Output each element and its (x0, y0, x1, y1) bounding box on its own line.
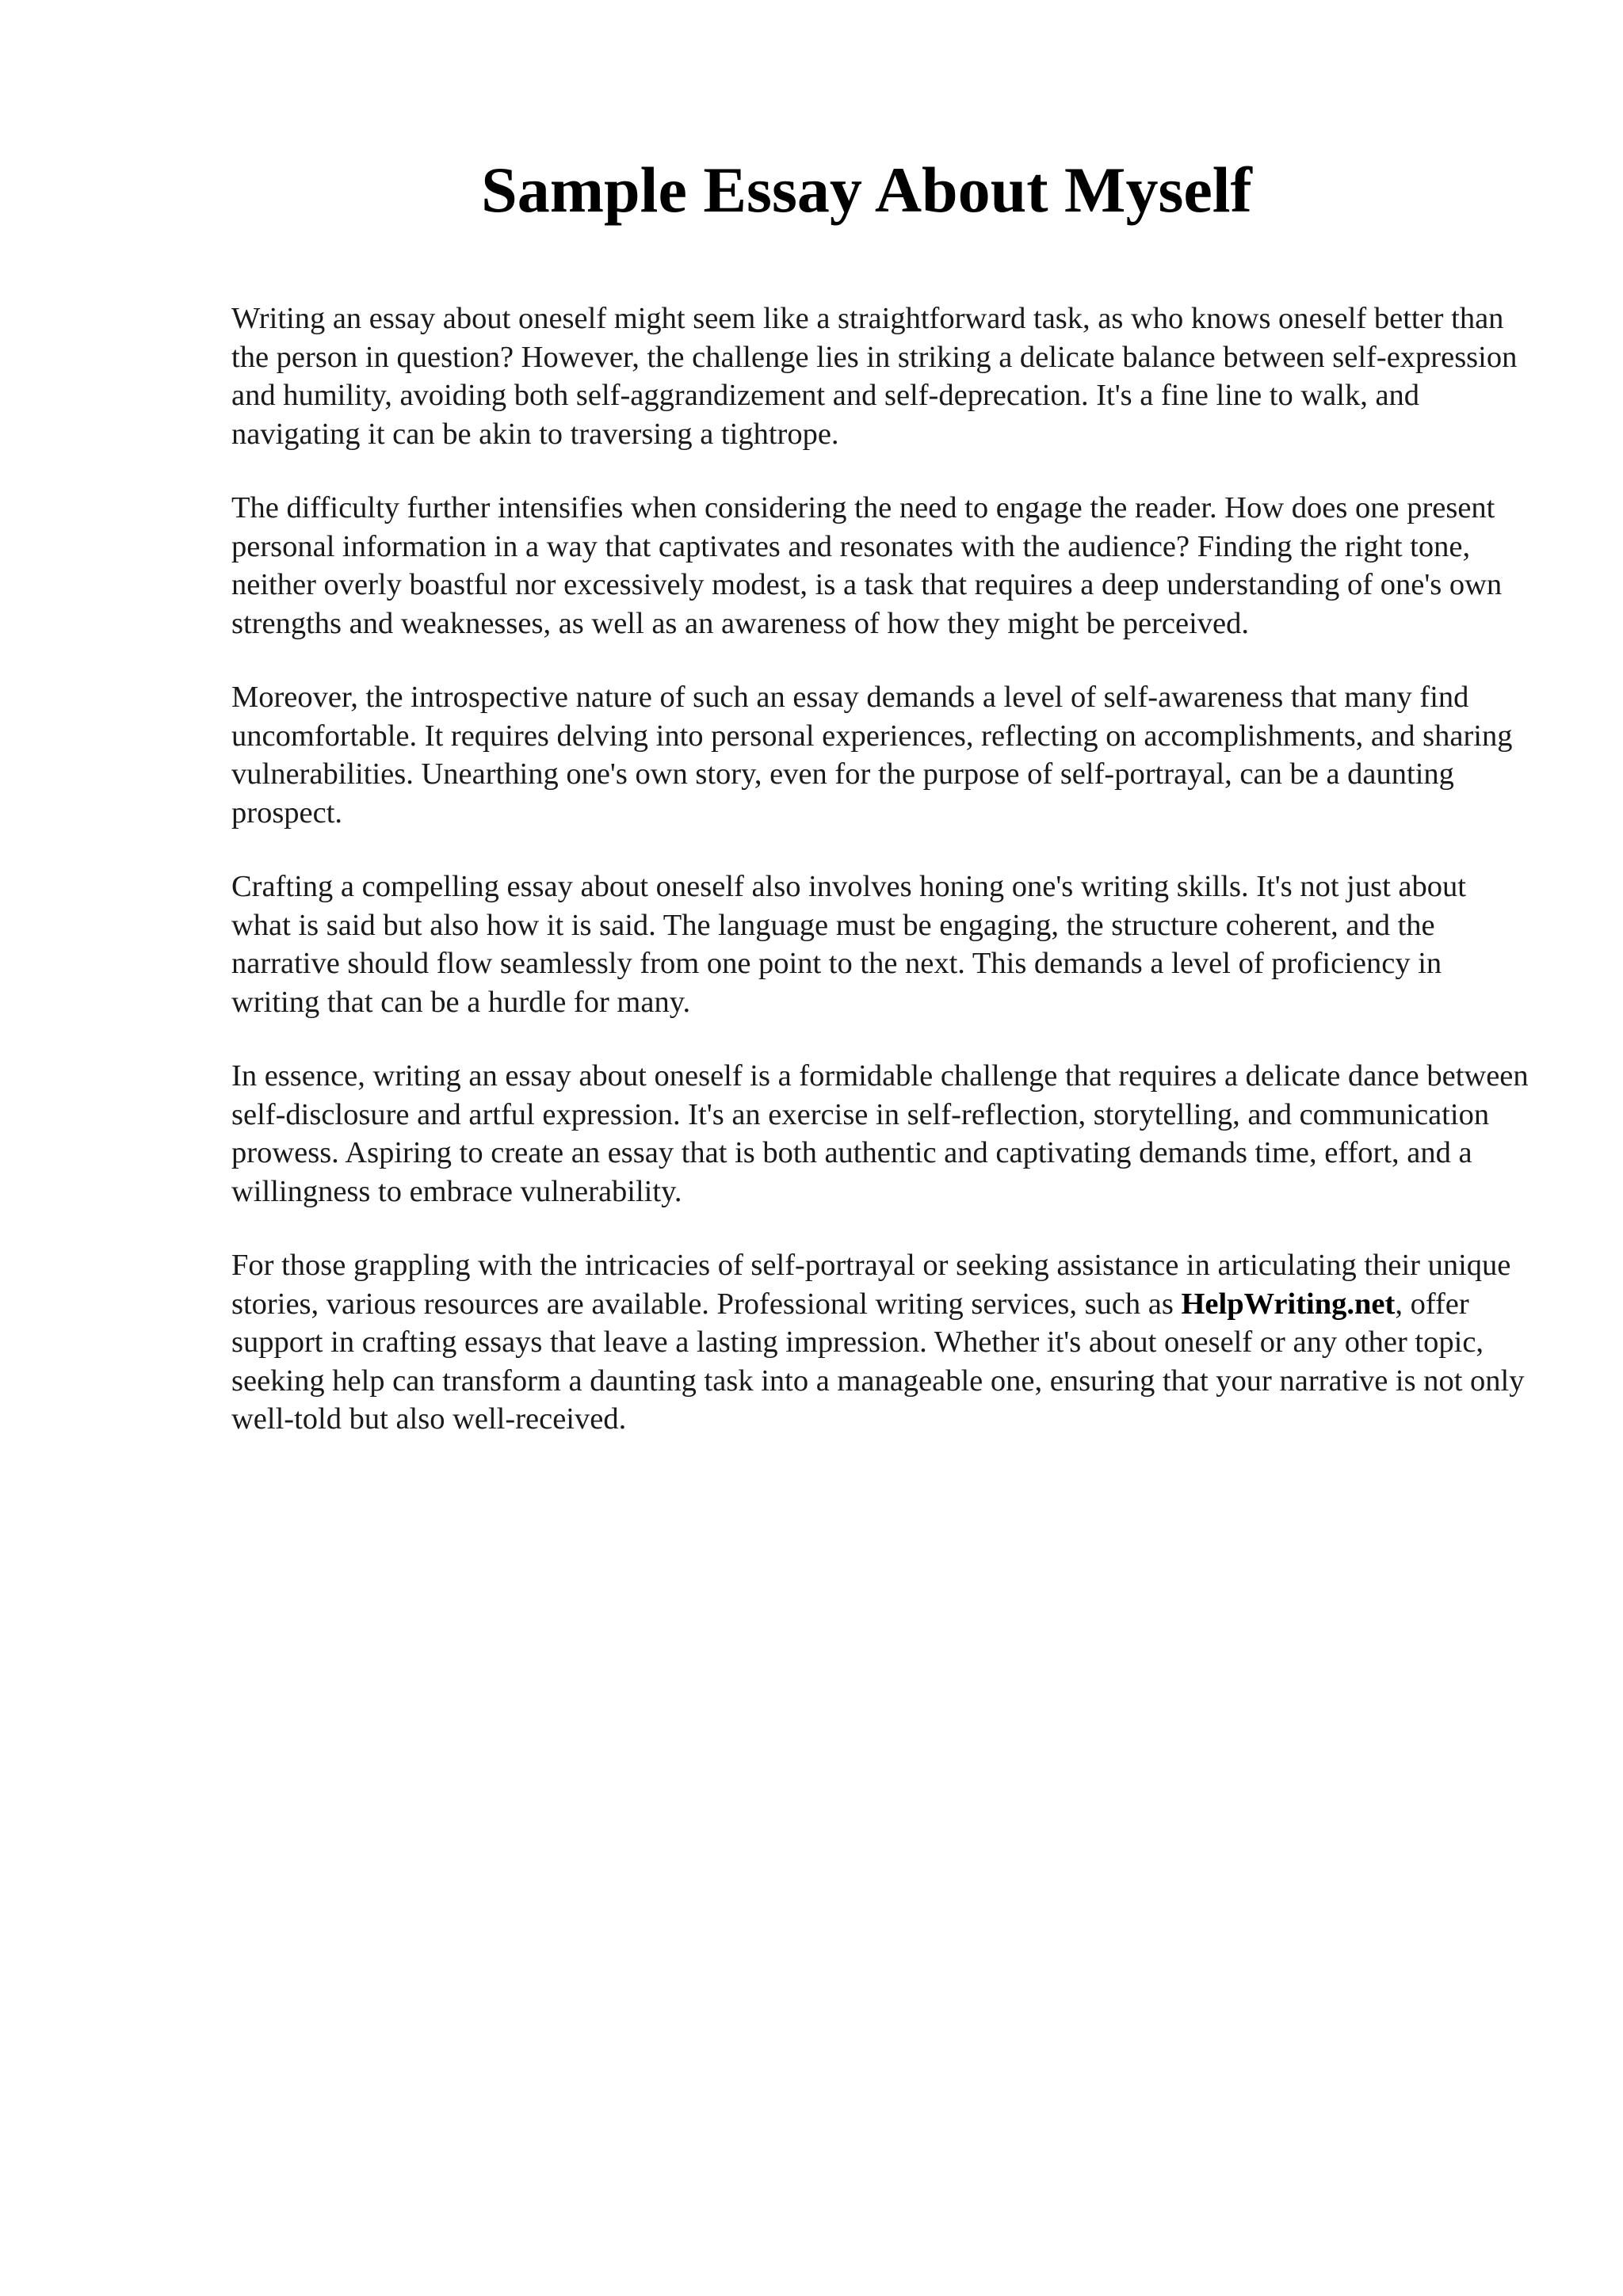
paragraph-6-intro: For those grappling with the intricacies of self-portrayal or seeking assistance in articulating their unique stories, various resources are available. Professional writing services, such as (231, 1249, 1511, 1321)
paragraph-2: The difficulty further intensifies when considering the need to engage the reader. How does one present personal information in a way that captivates and resonates with the audience? Finding the right tone, neither overly boastful nor excessively modest, is a task that requires a deep understanding of one's own strengths and weaknesses, as well as an awareness of how they might be perceived. (231, 491, 1503, 640)
essay-body (231, 299, 1531, 1474)
paragraph-4: Crafting a compelling essay about oneself also involves honing one's writing skills. It's not just about what is said but also how it is said. The language must be engaging, the structure coherent, and the narrative should flow seamlessly from one point to the next. This demands a level of proficiency in writing that can be a hurdle for many. (231, 870, 1466, 1019)
paragraph-1: Writing an essay about oneself might seem like a straightforward task, as who knows oneself better than the person in question? However, the challenge lies in striking a delicate balance between self-expression and humility, avoiding both self-aggrandizement and self-deprecation. It's a fine line to walk, and navigating it can be akin to traversing a tightrope. (231, 302, 1518, 451)
paragraph-3: Moreover, the introspective nature of such an essay demands a level of self-awareness that many find uncomfortable. It requires delving into personal experiences, reflecting on accomplishments, and sharing vulnerabilities. Unearthing one's own story, even for the purpose of self-portrayal, can be a daunting prospect. (231, 681, 1513, 830)
paragraph-6 (231, 1246, 1531, 1439)
paragraph-6-outro: , offer support in crafting essays that leave a lasting impression. Whether it's about oneself or any other topic, seeking help can transform a daunting task into a manageable one, ensuring that your narrative is not only well-told but also well-received. (231, 1287, 1525, 1436)
page-title: Sample Essay About Myself (481, 154, 1252, 226)
helpwriting-link[interactable]: HelpWriting.net (1181, 1287, 1396, 1321)
paragraph-5: In essence, writing an essay about oneself is a formidable challenge that requires a delicate dance between self-disclosure and artful expression. It's an exercise in self-reflection, storytelling, and communication prowess. Aspiring to create an essay that is both authentic and captivating demands time, effort, and a willingness to embrace vulnerability. (231, 1059, 1529, 1208)
